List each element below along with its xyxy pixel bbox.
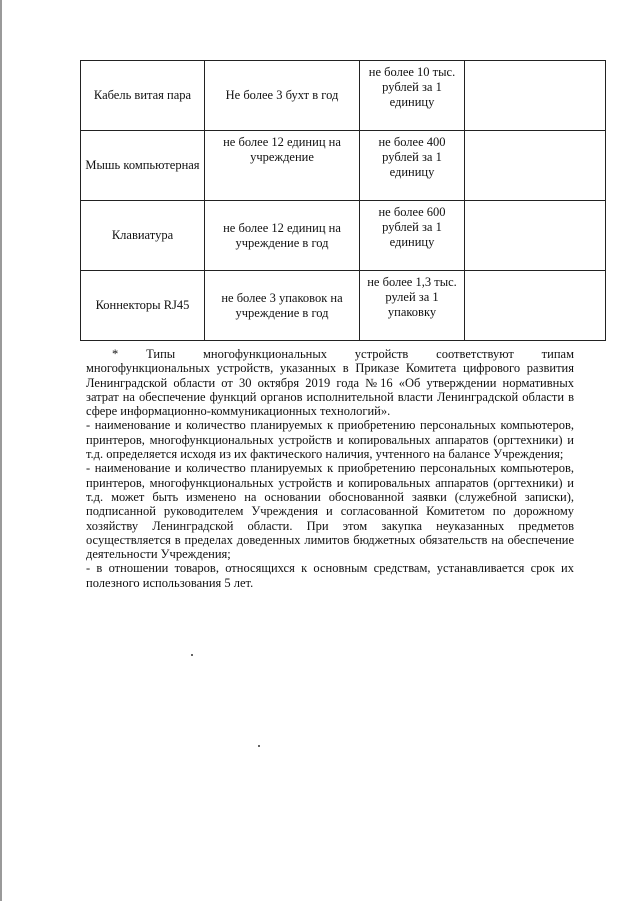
- item-quantity-cell: не более 12 единиц на учреждение: [205, 131, 360, 201]
- item-price-cell: не более 400 рублей за 1 единицу: [360, 131, 465, 201]
- table-row: [81, 271, 606, 341]
- footnote-paragraph: * Типы многофункциональных устройств соответствуют типам многофункциональных устройств, указанных в Приказе Комитета цифрового развития Ленинградской области от 30 октября 2019 года №16 «Об утверждении нормативных затрат на обеспечение функций органов исполнительной власти Ленинградской области в сфере информационно-коммуникационных технологий».: [86, 347, 574, 419]
- item-name-cell: Кабель витая пара: [81, 61, 205, 131]
- item-name-cell: Мышь компьютерная: [81, 131, 205, 201]
- item-price-cell: не более 10 тыс. рублей за 1 единицу: [360, 61, 465, 131]
- item-note-cell: [465, 131, 606, 201]
- item-name-cell: Клавиатура: [81, 201, 205, 271]
- item-name-cell: Коннекторы RJ45: [81, 271, 205, 341]
- item-note-cell: [465, 271, 606, 341]
- page-edge: [0, 0, 2, 901]
- scan-speck: [191, 654, 193, 656]
- item-price-cell: не более 600 рублей за 1 единицу: [360, 201, 465, 271]
- item-quantity-cell: не более 3 упаковок на учреждение в год: [205, 271, 360, 341]
- table-row: [81, 201, 606, 271]
- note-item: - в отношении товаров, относящихся к основным средствам, устанавливается срок их полезного использования 5 лет.: [86, 561, 574, 590]
- item-note-cell: [465, 201, 606, 271]
- note-item: - наименование и количество планируемых к приобретению персональных компьютеров, принтеров, многофункциональных устройств и копировальных аппаратов (оргтехники) и т.д. может быть изменено на основании обоснованной заявки (служебной записки), подписанной руководителем Учреждения и согласованной Комитетом по дорожному хозяйству Ленинградской области. При этом закупка неуказанных предметов осуществляется в пределах доведенных лимитов бюджетных обязательств на обеспечение деятельности Учреждения;: [86, 461, 574, 562]
- table-row: [81, 61, 606, 131]
- equipment-table: [80, 60, 606, 341]
- table-row: [81, 131, 606, 201]
- item-note-cell: [465, 61, 606, 131]
- item-price-cell: не более 1,3 тыс. рулей за 1 упаковку: [360, 271, 465, 341]
- notes-section: [86, 347, 574, 590]
- note-item: - наименование и количество планируемых к приобретению персональных компьютеров, принтеров, многофункциональных устройств и копировальных аппаратов (оргтехники) и т.д. определяется исходя из их фактического наличия, учтенного на балансе Учреждения;: [86, 418, 574, 462]
- scan-speck: [258, 745, 260, 747]
- item-quantity-cell: Не более 3 бухт в год: [205, 61, 360, 131]
- item-quantity-cell: не более 12 единиц на учреждение в год: [205, 201, 360, 271]
